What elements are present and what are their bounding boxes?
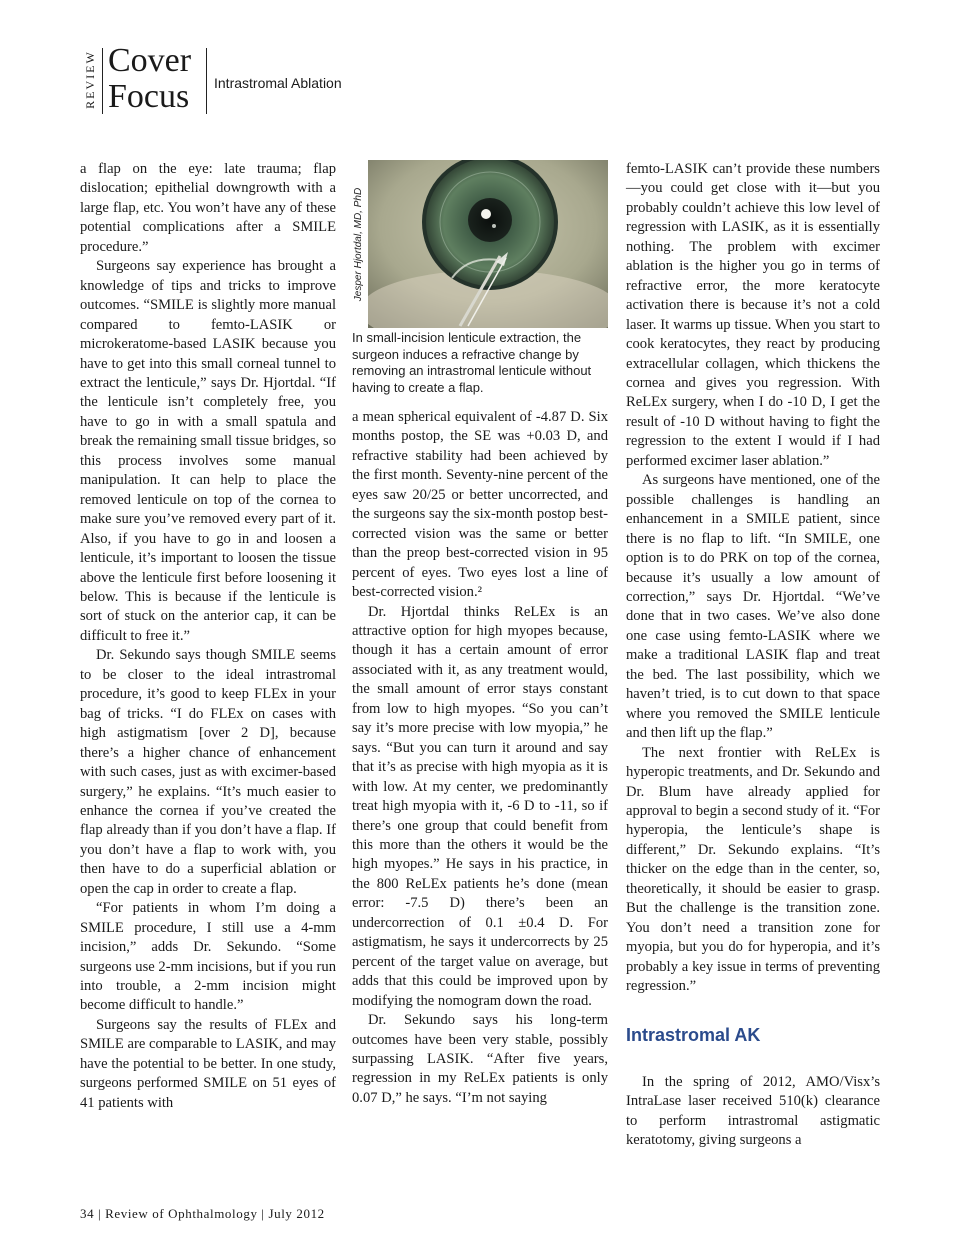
paragraph: a flap on the eye: late trauma; flap dislocation; epithelial downgrowth with a large flap, etc. You won’t have any of these potential complications after a SMILE procedure.” bbox=[80, 161, 336, 255]
eye-surgery-photo bbox=[368, 160, 608, 328]
header-divider bbox=[102, 48, 103, 114]
article-column-3 bbox=[626, 160, 880, 1151]
header-focus: Focus bbox=[108, 78, 190, 115]
paragraph: “For patients in whom I’m doing a SMILE procedure, I still use a 4-mm incision,” adds Dr. Sekundo. “Some surgeons use 2-mm incisions, but if you run into trouble, a 2-mm incision might become difficult to handle.” bbox=[80, 900, 336, 1014]
photo-credit bbox=[352, 160, 366, 328]
paragraph: a mean spherical equivalent of -4.87 D. Six months postop, the SE was +0.03 D, and refractive stability had been achieved by the first month. Seventy-nine percent of the eyes saw 20/25 or better uncorrected, and the surgeons say the six-month postop best-corrected vision was the same or better than the preop best-corrected vision in 95 percent of eyes. Two eyes lost a line of best-corrected vision.² bbox=[352, 409, 608, 601]
subheading: Intrastromal AK bbox=[626, 1025, 761, 1046]
article-column-1 bbox=[80, 160, 336, 1113]
header-cover: Cover bbox=[108, 42, 192, 79]
paragraph: Surgeons say the results of FLEx and SMILE are comparable to LASIK, and may have the potential to be better. In one study, surgeons performed SMILE on 51 eyes of 41 patients with bbox=[80, 1016, 336, 1111]
eye-photo-illustration bbox=[368, 160, 608, 328]
paragraph: Surgeons say experience has brought a knowledge of tips and tricks to improve outcomes. “SMILE is slightly more manual compared to femto-LASIK or microkeratome-based LASIK because you have to get into this small corneal tunnel to extract the lenticule,” says Dr. Hjortdal. “If the lenticule isn’t completely free, you have to go in with a small spatula and break the remaining small tissue bridges, so this process involves some manual manipulation. It can help to place the removed lenticule on top of the cornea to make sure you’ve removed every part of it. Also, if you have to go in and loosen a lenticule, it’s important to loosen the tissue above the lenticule first before loosening it below. This is because if the lenticule is sort of stuck on the anterior cap, it can be difficult to free it.” bbox=[80, 258, 336, 644]
review-label: REVIEW bbox=[82, 49, 97, 109]
paragraph: As surgeons have mentioned, one of the possible challenges is handling an enhancement in a SMILE patient, since there is no flap to lift. “In SMILE, one option is to do PRK on top of the cornea, because it’s usually a low amount of correction,” says Dr. Hjortdal. “We’ve done that in two cases. We’ve also done one case using femto-LASIK where we make a traditional LASIK flap and treat the bed. The last possibility, which we haven’t tried, is to cut down to that space where you removed the SMILE lenticule and then lift up the flap.” bbox=[626, 472, 880, 742]
article-column-2 bbox=[352, 408, 608, 1108]
photo-credit-text: Jesper Hjortdal, MD, PhD bbox=[353, 187, 365, 301]
paragraph: Dr. Sekundo says his long-term outcomes have been very stable, possibly surpassing LASIK. “After five years, regression in my ReLEx patients is only 0.07 D,” he says. “I’m not saying bbox=[352, 1012, 608, 1106]
figure-caption: In small-incision lenticule extraction, the surgeon induces a refractive change by removing an intrastromal lenticule without having to create a flap. bbox=[352, 330, 592, 395]
page-footer: 34 | Review of Ophthalmology | July 2012 bbox=[80, 1206, 325, 1221]
paragraph: The next frontier with ReLEx is hyperopic treatments, and Dr. Sekundo and Dr. Blum have already applied for approval to begin a second study of it. “For hyperopia, the lenticule’s shape is different,” Dr. Sekundo explains. “It’s thicker on the edge than in the center, so, theoretically, it should be easier to grasp. But the challenge is the transition zone. You don’t need a transition zone for myopia, but you do for hyperopia, and it’s probably a key issue in terms of preventing regression.” bbox=[626, 744, 880, 995]
section-title: Intrastromal Ablation bbox=[214, 75, 342, 91]
paragraph: Dr. Sekundo says though SMILE seems to be closer to the ideal intrastromal procedure, it’s good to keep FLEx in your bag of tricks. “I do FLEx on cases with high astigmatism [over 2 D], because there’s a higher chance of enhancement with such cases, just as with excimer-based surgery,” he explains. “It’s much easier to enhance the cornea if you’ve created the flap already than if you don’t have a flap. If you don’t have a flap to work with, you then have to do a superficial ablation or open the cap in order to create a flap. bbox=[80, 647, 336, 897]
review-vertical-label bbox=[80, 44, 100, 114]
paragraph: Dr. Hjortdal thinks ReLEx is an attractive option for high myopes because, though it has a certain amount of error associated with it, as any treatment would, the small amount of error stays constant from low to high myopes. “So you can’t say it’s more precise with low myopia,” he says. “But you can turn it around and say that it’s as precise with high myopia as it is with low. At my center, we predominantly treat high myopia with it, -6 D to -11, so if there’s one group that could benefit from this more than the others it would be the high myopes.” He says in his practice, in the 800 ReLEx patients he’s done (mean error: -7.5 D) there’s been an undercorrection of 0.1 ±0.4 D. For astigmatism, he says it undercorrects by 25 percent of the target value on average, but adds that this could be improved upon by modifying the nomogram down the road. bbox=[352, 603, 608, 1009]
paragraph: femto-LASIK can’t provide these numbers—you could get close with it—but you probably couldn’t achieve this low level of regression with LASIK, as it is essentially nothing. The problem with excimer ablation is the higher you go in terms of refractive error, the more keratocyte activation there is because it’s not a cold laser. It warms up tissue. When you start to cook keratocytes, they react by producing extracellular collagen, which thickens the cornea and gives you regression. With ReLEx surgery, when I do -10 D, I get the result of -10 D without having to fight the regression to the extent I would if I had performed excimer laser ablation.” bbox=[626, 161, 880, 469]
paragraph: In the spring of 2012, AMO/Visx’s IntraLase laser received 510(k) clearance to perform intrastromal astigmatic keratotomy, giving surgeons a bbox=[626, 1073, 880, 1149]
header-divider bbox=[206, 48, 207, 114]
